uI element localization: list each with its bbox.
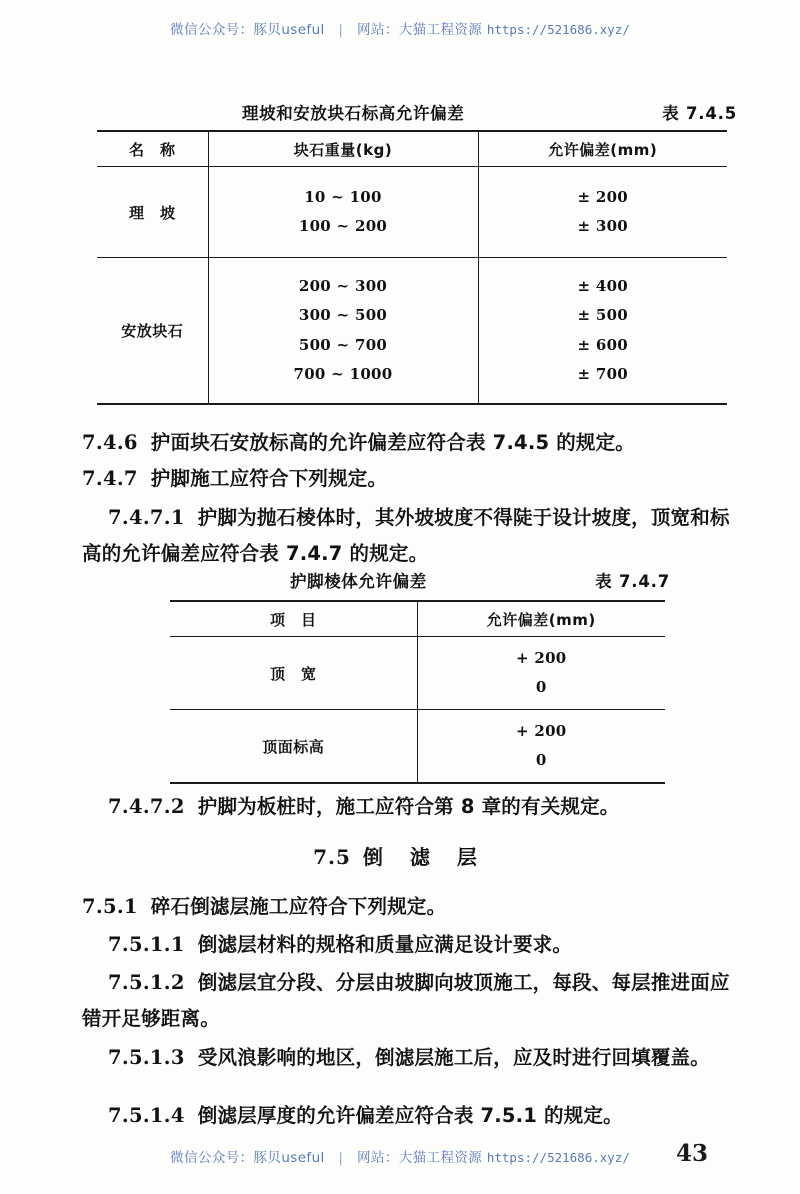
paragraph-7-4-6	[82, 425, 732, 461]
table-745-caption-title: 理坡和安放块石标高允许偏差	[242, 104, 465, 123]
paragraph-7-4-7-2-number: 7.4.7.2	[108, 795, 185, 818]
paragraph-7-4-7	[82, 461, 732, 497]
paragraph-7-5-1-number: 7.5.1	[82, 895, 138, 918]
paragraph-7-5-1-3	[82, 1040, 732, 1076]
table-row-header	[170, 601, 665, 637]
watermark-separator: |	[338, 22, 344, 38]
paragraph-7-5-1-text: 碎石倒滤层施工应符合下列规定。	[150, 895, 447, 918]
watermark-separator: |	[338, 1150, 344, 1166]
paragraph-7-5-1-1	[82, 927, 732, 963]
watermark-wechat-label: 微信公众号：豚贝useful	[170, 1150, 325, 1166]
table-747-row1-item: 顶 宽	[170, 637, 417, 710]
weight-value: 10 ~ 100	[304, 187, 382, 206]
watermark-top	[0, 18, 800, 38]
paragraph-7-5-1-4	[82, 1098, 732, 1134]
table-745	[97, 130, 727, 405]
table-747-row2-tolerance	[417, 710, 665, 784]
table-745-row1-tolerances	[478, 167, 727, 258]
paragraph-7-5-1-1-number: 7.5.1.1	[108, 933, 185, 956]
table-745-header-weight: 块石重量(kg)	[208, 131, 478, 167]
table-747-row1-tolerance	[417, 637, 665, 710]
tolerance-value: ± 200	[577, 187, 629, 206]
table-745-row2-weights	[208, 258, 478, 405]
table-row	[97, 167, 727, 258]
section-heading-number: 7.5	[313, 845, 351, 869]
tolerance-value: ± 300	[577, 217, 629, 235]
paragraph-7-5-1-4-number: 7.5.1.4	[108, 1104, 185, 1127]
watermark-site-label: 网站：大猫工程资源	[357, 22, 483, 38]
paragraph-7-5-1-2-text: 倒滤层宜分段、分层由坡脚向坡顶施工，每段、每层推进面应错开足够距离。	[82, 971, 730, 1030]
tolerance-value: ± 500	[577, 306, 629, 325]
tolerance-upper: + 200	[515, 648, 567, 667]
table-747-header-tolerance: 允许偏差(mm)	[417, 601, 665, 637]
paragraph-7-4-7-2	[82, 789, 732, 825]
table-745-caption	[97, 100, 737, 124]
weight-value: 200 ~ 300	[298, 277, 388, 295]
weight-value: 700 ~ 1000	[293, 364, 393, 383]
tolerance-lower: 0	[535, 678, 547, 696]
table-747-caption-number: 表 7.4.7	[595, 572, 670, 591]
section-heading-title: 倒 滤 层	[362, 845, 487, 869]
watermark-url: https://521686.xyz/	[486, 22, 630, 37]
table-747	[170, 600, 665, 784]
paragraph-7-5-1-2-number: 7.5.1.2	[108, 971, 185, 994]
watermark-site-label: 网站：大猫工程资源	[357, 1150, 483, 1166]
tolerance-value: ± 600	[577, 335, 629, 354]
section-heading-7-5	[0, 841, 800, 870]
table-745-row1-weights	[208, 167, 478, 258]
weight-value: 500 ~ 700	[298, 335, 388, 354]
table-745-row2-tolerances	[478, 258, 727, 405]
paragraph-7-4-6-text: 护面块石安放标高的允许偏差应符合表 7.4.5 的规定。	[150, 431, 635, 454]
table-747-caption-title: 护脚棱体允许偏差	[290, 572, 427, 591]
paragraph-7-4-7-1-text: 护脚为抛石棱体时，其外坡坡度不得陡于设计坡度，顶宽和标高的允许偏差应符合表 7.4.7 的规定。	[82, 506, 730, 565]
paragraph-7-5-1-3-number: 7.5.1.3	[108, 1046, 185, 1069]
table-745-row2-name: 安放块石	[97, 258, 208, 405]
table-row-header	[97, 131, 727, 167]
table-747-caption	[170, 568, 670, 592]
watermark-url: https://521686.xyz/	[486, 1150, 630, 1165]
table-745-caption-number: 表 7.4.5	[662, 104, 737, 123]
watermark-wechat-label: 微信公众号：豚贝useful	[170, 22, 325, 38]
tolerance-upper: + 200	[515, 721, 567, 740]
paragraph-7-5-1	[82, 889, 732, 925]
paragraph-7-4-7-2-text: 护脚为板桩时，施工应符合第 8 章的有关规定。	[197, 795, 620, 818]
table-747-row2-item: 顶面标高	[170, 710, 417, 784]
table-row	[97, 258, 727, 405]
paragraph-7-4-7-1-number: 7.4.7.1	[108, 506, 185, 529]
table-row	[170, 710, 665, 784]
tolerance-value: ± 400	[577, 277, 629, 295]
paragraph-7-4-7-1	[82, 500, 732, 572]
table-747-header-item: 项 目	[170, 601, 417, 637]
weight-value: 100 ~ 200	[298, 217, 388, 235]
tolerance-lower: 0	[535, 751, 547, 769]
page-number: 43	[676, 1140, 709, 1167]
paragraph-7-4-6-number: 7.4.6	[82, 431, 138, 454]
paragraph-7-5-1-4-text: 倒滤层厚度的允许偏差应符合表 7.5.1 的规定。	[197, 1104, 623, 1127]
paragraph-7-5-1-2	[82, 965, 732, 1037]
table-745-header-name: 名 称	[97, 131, 208, 167]
table-row	[170, 637, 665, 710]
paragraph-7-4-7-number: 7.4.7	[82, 467, 138, 490]
table-745-header-tolerance: 允许偏差(mm)	[478, 131, 727, 167]
paragraph-7-5-1-1-text: 倒滤层材料的规格和质量应满足设计要求。	[197, 933, 573, 956]
weight-value: 300 ~ 500	[298, 306, 388, 325]
table-745-row1-name: 理 坡	[97, 167, 208, 258]
paragraph-7-5-1-3-text: 受风浪影响的地区，倒滤层施工后，应及时进行回填覆盖。	[197, 1046, 710, 1069]
tolerance-value: ± 700	[577, 364, 629, 383]
paragraph-7-4-7-text: 护脚施工应符合下列规定。	[150, 467, 388, 490]
